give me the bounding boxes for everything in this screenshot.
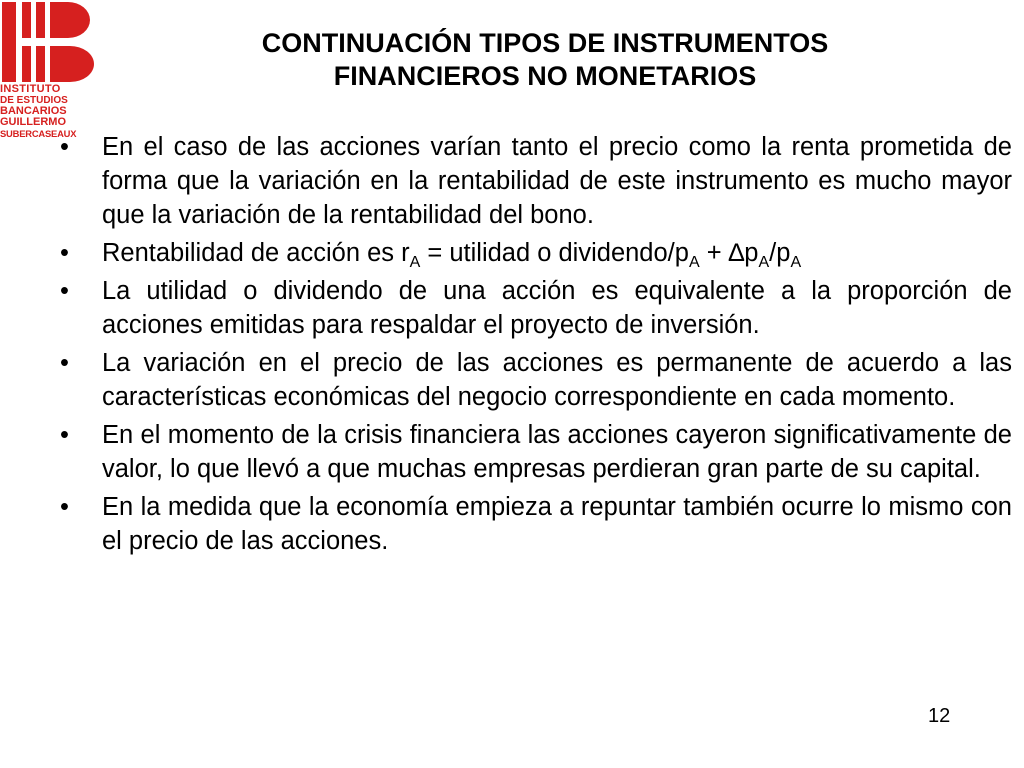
formula-sub: A (688, 254, 700, 271)
bullet-item (60, 346, 1012, 414)
formula-sub: A (790, 254, 802, 271)
bullet-marker: • (60, 277, 69, 305)
formula-part: /p (769, 239, 791, 267)
institute-logo (0, 0, 100, 150)
logo-text-line1: INSTITUTO (0, 83, 61, 95)
logo-text-line2: DE ESTUDIOS (0, 95, 68, 106)
logo-text-line3: BANCARIOS (0, 105, 67, 117)
bullet-text: En el momento de la crisis financiera las acciones cayeron significativamente de valor, lo que llevó a que muchas empresas perdieran gran parte de su capital. (102, 421, 1012, 483)
bullet-text: La variación en el precio de las acciones es permanente de acuerdo a las características económicas del negocio correspondiente en cada momento. (102, 349, 1012, 411)
formula-part: + ∆p (699, 239, 759, 267)
logo-mark-icon (0, 0, 100, 84)
bullet-item-formula (60, 236, 1012, 270)
formula-sub: A (409, 254, 421, 271)
bullet-item (60, 274, 1012, 342)
slide-title-line1: CONTINUACIÓN TIPOS DE INSTRUMENTOS (261, 28, 829, 58)
bullet-marker: • (60, 133, 69, 161)
slide-title (150, 27, 940, 93)
bullet-marker: • (60, 349, 69, 377)
formula-prefix: Rentabilidad de acción es r (102, 239, 410, 267)
bullet-list (60, 130, 1012, 562)
bullet-marker: • (60, 421, 69, 449)
bullet-item (60, 490, 1012, 558)
formula-part: = utilidad o dividendo/p (420, 239, 689, 267)
logo-text-line5: SUBERCASEAUX (0, 128, 77, 139)
page-number: 12 (928, 705, 951, 727)
bullet-text: La utilidad o dividendo de una acción es equivalente a la proporción de acciones emitidas para respaldar el proyecto de inversión. (102, 277, 1012, 339)
bullet-marker: • (60, 239, 69, 267)
bullet-marker: • (60, 493, 69, 521)
logo-text-line4: GUILLERMO (0, 116, 66, 128)
formula-sub: A (758, 254, 770, 271)
slide-title-line2: FINANCIEROS NO MONETARIOS (333, 61, 757, 91)
bullet-item (60, 418, 1012, 486)
bullet-text: En el caso de las acciones varían tanto el precio como la renta prometida de forma que la variación en la rentabilidad de este instrumento es mucho mayor que la variación de la rentabilidad del bono. (102, 133, 1012, 229)
bullet-item (60, 130, 1012, 232)
bullet-text: En la medida que la economía empieza a repuntar también ocurre lo mismo con el precio de las acciones. (102, 493, 1012, 555)
